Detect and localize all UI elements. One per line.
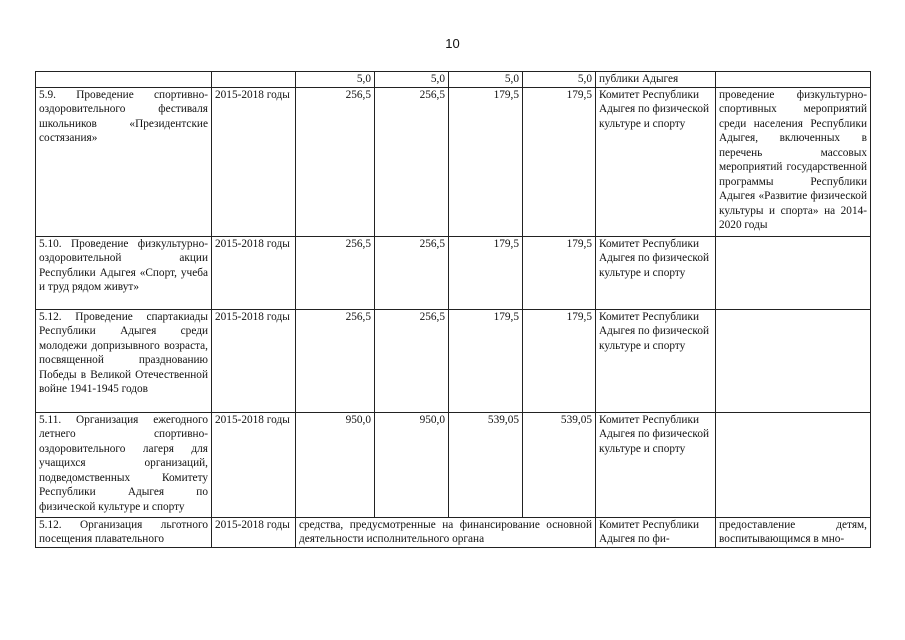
executor-cell: Комитет Республики Адыгея по физической культуре и спорту bbox=[596, 87, 716, 236]
value-cell: 5,0 bbox=[296, 72, 375, 88]
table-row bbox=[36, 87, 871, 236]
table-row bbox=[36, 517, 871, 547]
executor-cell: Комитет Республики Адыгея по физической культуре и спорту bbox=[596, 412, 716, 517]
result-cell bbox=[716, 72, 871, 88]
value-cell: 256,5 bbox=[375, 309, 449, 412]
measure-name-cell: 5.11. Организация ежегодного летнего спортивно-оздоровительного лагеря для учащихся организаций, подведомственных Комитету Республики Адыгея по физической культуре и спорту bbox=[36, 412, 212, 517]
value-cell: 179,5 bbox=[449, 309, 523, 412]
value-cell: 5,0 bbox=[449, 72, 523, 88]
period-cell: 2015-2018 годы bbox=[212, 412, 296, 517]
result-cell bbox=[716, 412, 871, 517]
measure-name-cell: 5.12. Проведение спартакиады Республики Адыгея среди молодежи допризывного возраста, посвященной празднованию Победы в Великой Отечественной войне 1941-1945 годов bbox=[36, 309, 212, 412]
value-cell: 539,05 bbox=[523, 412, 596, 517]
period-cell: 2015-2018 годы bbox=[212, 87, 296, 236]
value-cell: 539,05 bbox=[449, 412, 523, 517]
measure-name-cell: 5.12. Организация льготного посещения плавательного bbox=[36, 517, 212, 547]
executor-cell: публики Адыгея bbox=[596, 72, 716, 88]
table-row bbox=[36, 236, 871, 309]
table-row bbox=[36, 72, 871, 88]
value-cell: 256,5 bbox=[296, 236, 375, 309]
value-cell: 5,0 bbox=[375, 72, 449, 88]
executor-cell: Комитет Республики Адыгея по физической культуре и спорту bbox=[596, 236, 716, 309]
result-cell: проведение физкультурно-спортивных мероприятий среди населения Республики Адыгея, включенных в перечень массовых мероприятий государственной программы Республики Адыгея «Развитие физической культуры и спорта» на 2014-2020 годы bbox=[716, 87, 871, 236]
executor-cell: Комитет Республики Адыгея по фи- bbox=[596, 517, 716, 547]
value-cell: 950,0 bbox=[296, 412, 375, 517]
value-cell: 179,5 bbox=[523, 87, 596, 236]
result-cell bbox=[716, 309, 871, 412]
table-row bbox=[36, 309, 871, 412]
value-cell: 256,5 bbox=[296, 87, 375, 236]
funding-note-cell: средства, предусмотренные на финансирование основной деятельности исполнительного органа bbox=[296, 517, 596, 547]
period-cell: 2015-2018 годы bbox=[212, 517, 296, 547]
measure-name-cell bbox=[36, 72, 212, 88]
value-cell: 179,5 bbox=[449, 236, 523, 309]
value-cell: 179,5 bbox=[449, 87, 523, 236]
result-cell: предоставление детям, воспитывающимся в мно- bbox=[716, 517, 871, 547]
value-cell: 950,0 bbox=[375, 412, 449, 517]
value-cell: 179,5 bbox=[523, 236, 596, 309]
value-cell: 179,5 bbox=[523, 309, 596, 412]
table-row bbox=[36, 412, 871, 517]
measure-name-cell: 5.10. Проведение физкультурно-оздоровительной акции Республики Адыгея «Спорт, учеба и труд рядом живут» bbox=[36, 236, 212, 309]
page-number: 10 bbox=[445, 36, 460, 51]
period-cell: 2015-2018 годы bbox=[212, 309, 296, 412]
measures-table bbox=[35, 71, 871, 548]
value-cell: 256,5 bbox=[375, 87, 449, 236]
period-cell bbox=[212, 72, 296, 88]
measure-name-cell: 5.9. Проведение спортивно-оздоровительного фестиваля школьников «Президентские состязания» bbox=[36, 87, 212, 236]
period-cell: 2015-2018 годы bbox=[212, 236, 296, 309]
value-cell: 256,5 bbox=[296, 309, 375, 412]
value-cell: 256,5 bbox=[375, 236, 449, 309]
executor-cell: Комитет Республики Адыгея по физической культуре и спорту bbox=[596, 309, 716, 412]
result-cell bbox=[716, 236, 871, 309]
value-cell: 5,0 bbox=[523, 72, 596, 88]
